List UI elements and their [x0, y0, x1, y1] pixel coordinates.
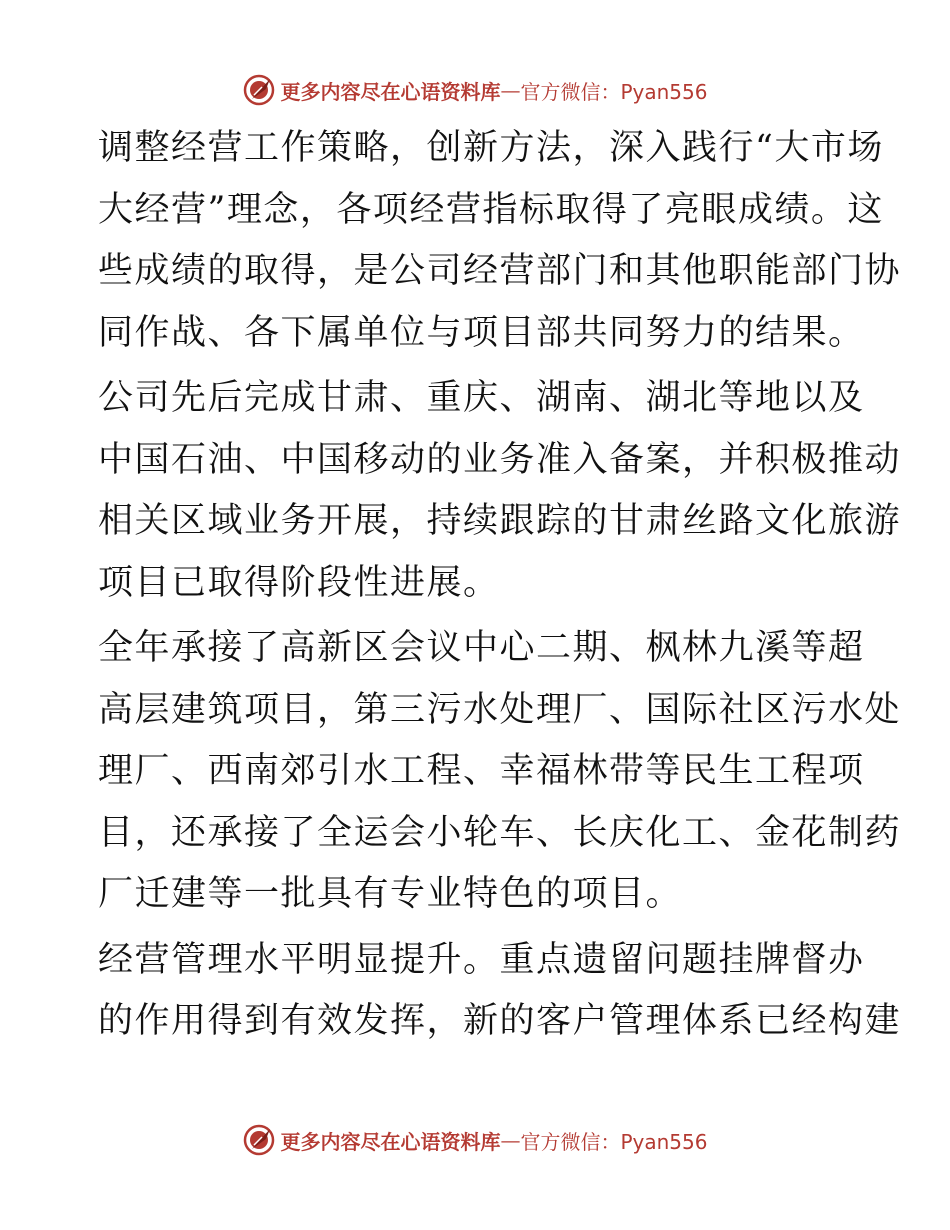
- page-footer-banner: [0, 1122, 950, 1158]
- paragraph-4: [98, 930, 902, 1053]
- text-line: 同作战、各下属单位与项目部共同努力的结果。: [98, 312, 865, 353]
- paragraph-2: [98, 368, 902, 614]
- text-line: 公司先后完成甘肃、重庆、湖南、湖北等地以及: [98, 378, 865, 418]
- text-line: 调整经营工作策略，创新方法，深入践行“大市场: [98, 128, 884, 168]
- text-line: 中国石油、中国移动的业务准入备案，并积极推动: [98, 439, 902, 480]
- text-line: 相关区域业务开展，持续跟踪的甘肃丝路文化旅游: [98, 501, 902, 541]
- banner-contact: 官方微信：Pyan556: [520, 1129, 708, 1154]
- text-line: 目，还承接了全运会小轮车、长庆化工、金花制药: [98, 812, 902, 853]
- text-line: 大经营”理念，各项经营指标取得了亮眼成绩。这: [98, 189, 884, 230]
- paragraph-1: [98, 118, 902, 364]
- banner-separator: —: [500, 78, 521, 102]
- text-line: 理厂、西南郊引水工程、幸福林带等民生工程项: [98, 751, 865, 791]
- text-line: 全年承接了高新区会议中心二期、枫林九溪等超: [98, 628, 865, 668]
- banner-title: 更多内容尽在心语资料库: [280, 1129, 501, 1154]
- quill-logo-icon: [242, 73, 276, 107]
- text-line: 的作用得到有效发挥，新的客户管理体系已经构建: [98, 1001, 902, 1041]
- document-body: [98, 118, 902, 1053]
- text-line: 厂迁建等一批具有专业特色的项目。: [98, 874, 683, 914]
- banner-contact: 官方微信：Pyan556: [520, 79, 708, 104]
- banner-title: 更多内容尽在心语资料库: [280, 79, 501, 104]
- quill-logo-icon: [242, 1123, 276, 1157]
- page-header-banner: [0, 72, 950, 108]
- text-line: 项目已取得阶段性进展。: [98, 562, 500, 603]
- text-line: 些成绩的取得，是公司经营部门和其他职能部门协: [98, 251, 902, 291]
- paragraph-3: [98, 618, 902, 926]
- banner-separator: —: [500, 1128, 521, 1152]
- text-line: 经营管理水平明显提升。重点遗留问题挂牌督办: [98, 939, 865, 980]
- text-line: 高层建筑项目，第三污水处理厂、国际社区污水处: [98, 689, 902, 730]
